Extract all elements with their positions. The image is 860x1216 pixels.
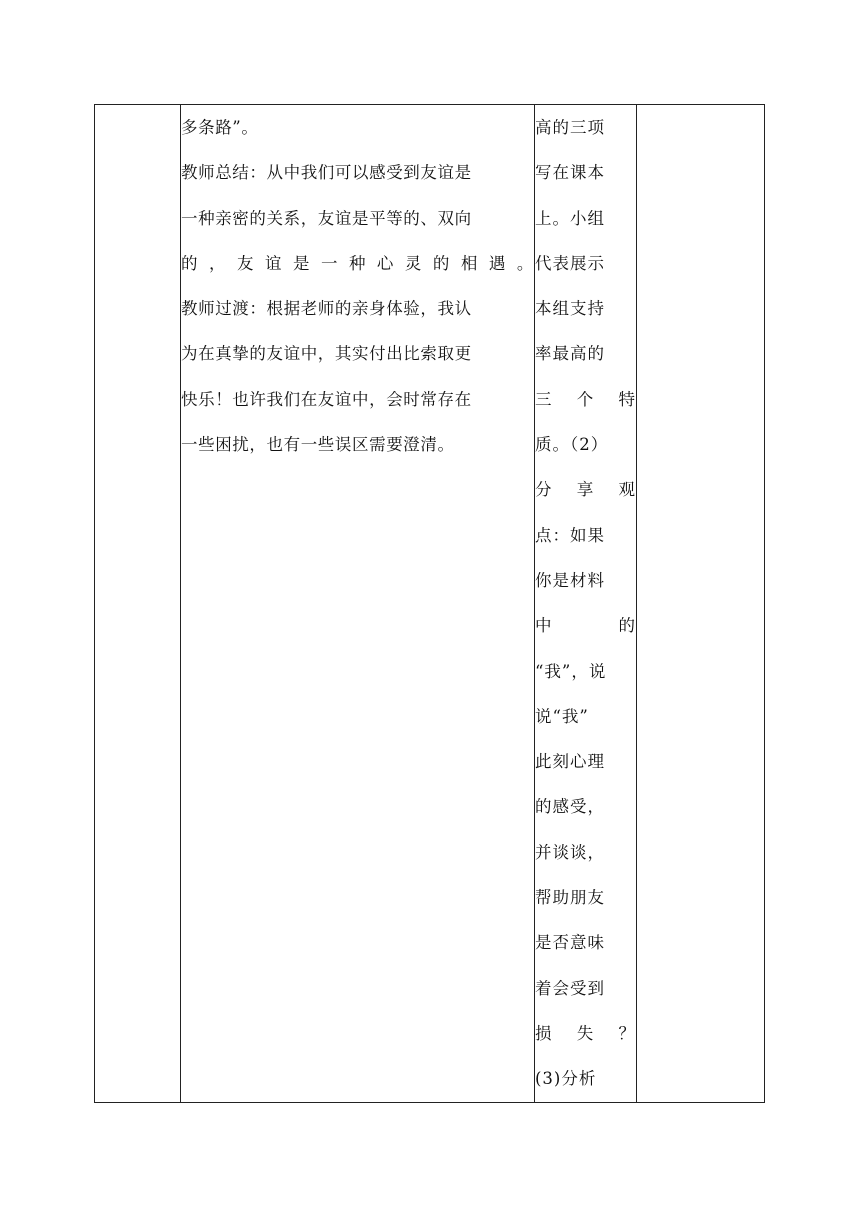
text-line: 本组支持 bbox=[535, 299, 605, 319]
text-line: 快乐！也许我们在友谊中，会时常存在 bbox=[181, 389, 472, 409]
empty-cell-right bbox=[637, 105, 765, 1103]
text-line: 损失？ bbox=[535, 1023, 636, 1043]
text-line: “我”，说 bbox=[535, 661, 607, 681]
text-line: 是否意味 bbox=[535, 933, 605, 953]
text-line: 的，友谊是一种心灵的相遇。 bbox=[181, 253, 534, 273]
text-line: 此刻心理 bbox=[535, 752, 605, 772]
text-line: 教师总结：从中我们可以感受到友谊是 bbox=[181, 163, 472, 183]
text-line: 点：如果 bbox=[535, 525, 605, 545]
text-line: 教师过渡：根据老师的亲身体验，我认 bbox=[181, 299, 472, 319]
text-line: 并谈谈， bbox=[535, 842, 605, 862]
text-line: 分享观 bbox=[535, 480, 636, 500]
table-row bbox=[95, 105, 765, 1103]
text-line: 帮助朋友 bbox=[535, 888, 605, 908]
text-line: 率最高的 bbox=[535, 344, 605, 364]
text-line: 三个特 bbox=[535, 389, 636, 409]
teaching-process-cell bbox=[181, 105, 535, 1103]
text-line: 中的 bbox=[535, 616, 636, 636]
text-line: 着会受到 bbox=[535, 978, 605, 998]
text-line: 说“我” bbox=[535, 706, 589, 726]
text-line: 为在真挚的友谊中，其实付出比索取更 bbox=[181, 344, 472, 364]
text-line: 代表展示 bbox=[535, 253, 605, 273]
text-line: 质。（2） bbox=[535, 435, 609, 455]
text-line: 你是材料 bbox=[535, 570, 605, 590]
text-line: 一种亲密的关系，友谊是平等的、双向 bbox=[181, 208, 472, 228]
text-line: 一些困扰，也有一些误区需要澄清。 bbox=[181, 435, 455, 455]
text-line: (3)分析 bbox=[535, 1069, 597, 1089]
text-line: 多条路”。 bbox=[181, 118, 259, 137]
lesson-plan-table bbox=[94, 104, 765, 1103]
text-line: 高的三项 bbox=[535, 118, 605, 137]
empty-cell-left bbox=[95, 105, 181, 1103]
text-line: 上。小组 bbox=[535, 208, 605, 228]
text-line: 的感受， bbox=[535, 797, 605, 817]
student-activity-cell bbox=[535, 105, 637, 1103]
text-line: 写在课本 bbox=[535, 163, 605, 183]
